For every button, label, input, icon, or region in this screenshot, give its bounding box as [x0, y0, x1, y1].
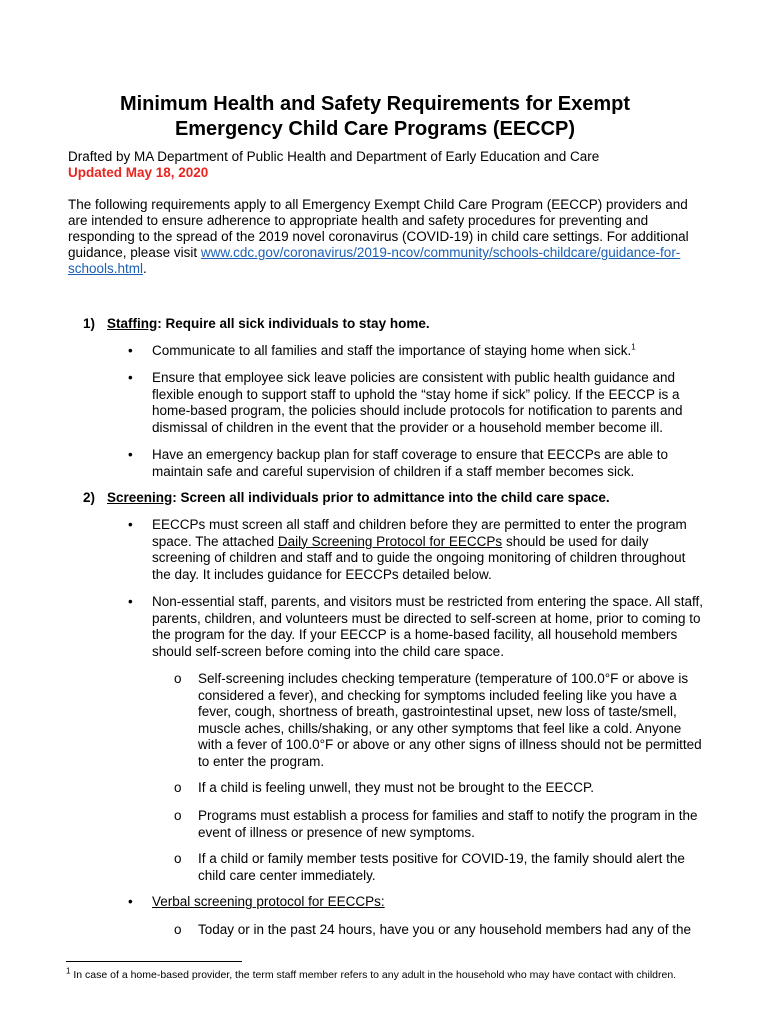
bullet-text: Have an emergency backup plan for staff coverage to ensure that EECCPs are able to maintain safe and careful supervision of children if a staff member becomes sick.	[152, 447, 669, 479]
sub-item-text: If a child or family member tests positive for COVID-19, the family should alert the child care center immediately.	[198, 851, 685, 883]
sub-item-text: Self-screening includes checking temperature (temperature of 100.0°F or above is considered a fever), and checking for symptoms included feeling like you have a fever, cough, shortness of breath, gastrointestinal upset, new loss of taste/smell, muscle aches, chills/shaking, or any other symptoms that feel like a cold. Anyone with a fever of 100.0°F or above or any other signs of illness should not be permitted to enter the program.	[198, 671, 702, 769]
circle-bullet-icon: o	[174, 671, 182, 686]
bullet-text: EECCPs must screen all staff and children before they are permitted to enter the program space. The attached	[152, 517, 687, 549]
footnote-text: In case of a home-based provider, the term staff member refers to any adult in the household who may have contact with children.	[70, 969, 677, 981]
sub-item-text: Programs must establish a process for families and staff to notify the program in the event of illness or presence of new symptoms.	[198, 808, 698, 840]
section-1-heading	[83, 316, 430, 332]
bullet-text: should be used for daily screening of children and staff and to guide the ongoing monitoring of children throughout the day. It includes guidance for EECCPs detailed below.	[152, 533, 686, 582]
section-2-subtitle: : Screen all individuals prior to admittance into the child care space.	[172, 490, 610, 505]
title-line-1: Minimum Health and Safety Requirements for Exempt	[119, 93, 631, 115]
intro-end: .	[143, 261, 147, 276]
updated-date: Updated May 18, 2020	[68, 165, 209, 180]
bullet-icon: •	[128, 517, 133, 532]
verbal-screening-heading: Verbal screening protocol for EECCPs:	[152, 894, 385, 909]
footnote-reference[interactable]: 1	[631, 342, 636, 352]
bullet-icon: •	[128, 594, 133, 609]
bullet-text: Communicate to all families and staff the importance of staying home when sick.	[152, 343, 632, 358]
section-1-subtitle: : Require all sick individuals to stay home.	[157, 316, 430, 331]
section-1-title: Staffing	[107, 316, 158, 331]
drafted-by: Drafted by MA Department of Public Health and Department of Early Education and Care	[68, 149, 600, 164]
circle-bullet-icon: o	[174, 922, 182, 937]
bullet-text: Ensure that employee sick leave policies are consistent with public health guidance and flexible enough to support staff to uphold the “stay home if sick” policy. If the EECCP is a home-based program, the policies should include protocols for notification to parents and dismissal of children in the event that the provider or a household member become ill.	[152, 370, 683, 435]
title-line-2: Emergency Child Care Programs (EECCP)	[174, 118, 576, 140]
footnote-divider	[66, 961, 242, 962]
intro-paragraph	[68, 197, 708, 277]
sub-item-text: If a child is feeling unwell, they must not be brought to the EECCP.	[198, 780, 594, 795]
screening-protocol-reference[interactable]: Daily Screening Protocol for EECCPs	[277, 533, 503, 549]
footnote-mark: 1	[66, 966, 71, 976]
document-title	[60, 92, 690, 142]
section-2-title: Screening	[107, 490, 173, 505]
section-2-number: 2)	[83, 490, 96, 505]
bullet-icon: •	[128, 447, 133, 462]
footnote	[66, 968, 716, 982]
bullet-icon: •	[128, 370, 133, 385]
intro-text: The following requirements apply to all Emergency Exempt Child Care Program (EECCP) providers and are intended to ensure adherence to appropriate health and safety procedures for preventing and responding to the spread of the 2019 novel coronavirus (COVID-19) in child care settings. For additional guidance, please visit	[68, 197, 689, 260]
section-1-number: 1)	[83, 316, 96, 331]
bullet-icon: •	[128, 343, 133, 358]
bullet-icon: •	[128, 894, 133, 909]
cdc-guidance-link[interactable]: www.cdc.gov/coronavirus/2019-ncov/community/schools-childcare/guidance-for-schools.html	[68, 245, 681, 276]
bullet-text: Non-essential staff, parents, and visitors must be restricted from entering the space. All staff, parents, children, and volunteers must be directed to self-screen at home, prior to coming to the program for the day. If your EECCP is a home-based facility, all household members should self-screen before coming into the child care space.	[152, 594, 704, 659]
circle-bullet-icon: o	[174, 851, 182, 866]
section-2-heading	[83, 490, 610, 506]
circle-bullet-icon: o	[174, 808, 182, 823]
circle-bullet-icon: o	[174, 780, 182, 795]
sub-item-text: Today or in the past 24 hours, have you or any household members had any of the	[198, 922, 692, 937]
